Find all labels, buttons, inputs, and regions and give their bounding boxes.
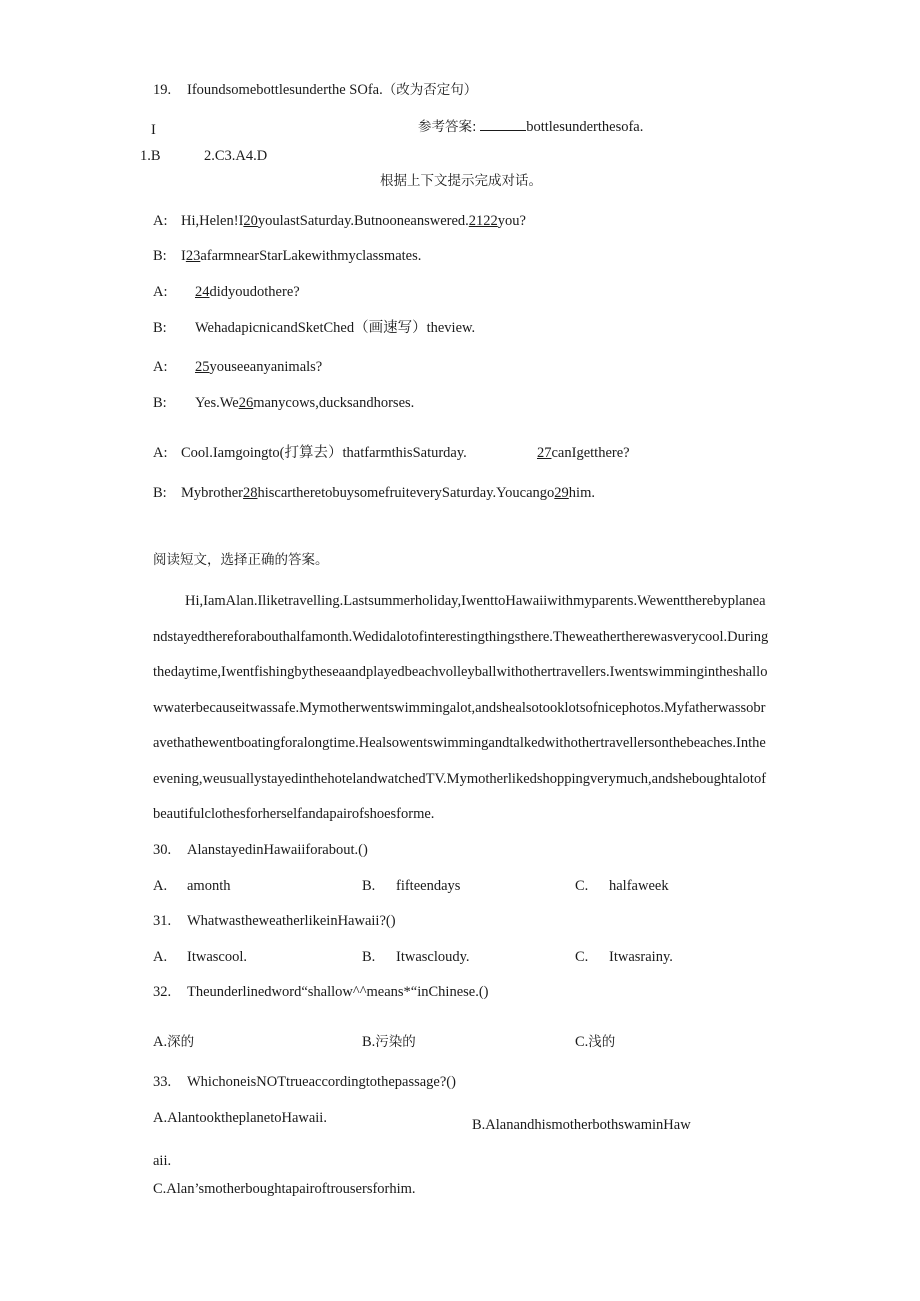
question-number: 19. [153,82,172,98]
question-31 [153,911,396,931]
option-b [362,1032,416,1052]
option-label: B. [362,1034,376,1050]
reference-answer-text: bottlesunderthesofa. [526,119,644,135]
question-32 [153,982,489,1002]
blank-number: 29 [554,485,569,501]
dialog-text: youlastSaturday.Butnooneanswered. [257,213,469,229]
question-number: 32. [153,984,172,1000]
option-label: A. [153,878,168,894]
blank-number: 28 [243,485,258,501]
option-b [362,876,460,896]
passage-text: Hi,IamAlan.Iliketravelling.Lastsummerholiday,IwenttoHawaiiwithmyparents.Wewenttherebyplaneandstayedthereforabouthalfamonth.Wedidalotofinterestingthingsthere.Theweathertherewasverycool.Duringthedaytime,Iwentfishingbytheseaandplayedbeachvolleyballwithothertravellers.Iwentswimmingintheshallowwaterbecauseitwassafe.Mymotherwentswimmingalot,andshealsotooklotsofnicephotos.Myfatherwassobravethathewentboatingforalongtime.Healsowentswimmingandtalkedwithothertravellersonthebeaches.Intheevening,weusuallystayedinthehotelandwatchedTV.Mymotherlikedshoppingverymuch,andsheboughtalotofbeautifulclothesforherselfandapairofshoesforme. [153,593,769,822]
dialog-text: I [181,248,186,264]
option-text: 污染的 [375,1034,416,1050]
answer-key-2: 2.C3.A4.D [204,148,268,164]
speaker-label: B: [153,485,167,501]
dialog-text: youseeanyanimals? [209,359,323,375]
question-text: AlanstayedinHawaiiforabout.() [187,842,368,858]
option-c [575,947,673,967]
speaker-label: A: [153,284,168,300]
dialog-title: 根据上下文提示完成对话。 [380,173,542,189]
blank-number: 24 [195,284,210,300]
speaker-label: B: [153,320,167,336]
option-label: A. [153,1034,168,1050]
dialog-text: Yes.We [195,395,239,411]
dialog-text: manycows,ducksandhorses. [253,395,415,411]
option-label: A. [153,1110,168,1126]
option-text: 深的 [167,1034,195,1050]
speaker-label: A: [153,445,168,461]
dialog-text: afarmnearStarLakewithmyclassmates. [200,248,422,264]
reference-answer [418,117,643,137]
option-label: B. [362,949,376,965]
question-30 [153,840,368,860]
dialog-line [153,357,322,377]
blank-number: 26 [238,395,254,411]
answer-line-start: I [151,122,156,138]
answer-blank [480,117,526,131]
question-text: Ifoundsomebottlesunderthe SOfa. [187,82,383,98]
option-a [153,1032,194,1052]
option-label: A. [153,949,168,965]
option-text: Itwasrainy. [609,949,673,965]
option-label: C. [153,1181,167,1197]
question-text: WhichoneisNOTtrueaccordingtothepassage?() [187,1074,456,1090]
blank-number: 23 [185,248,201,264]
reference-answer-label: 参考答案: [418,119,477,135]
dialog-line [153,246,421,266]
option-text: 浅的 [588,1034,616,1050]
dialog-line [153,483,595,503]
option-text: AlantooktheplanetoHawaii. [167,1110,327,1126]
option-b [153,1108,693,1179]
blank-number: 25 [195,359,210,375]
option-a [153,876,231,896]
speaker-label: A: [153,213,168,229]
option-label: B. [362,878,376,894]
question-33 [153,1072,456,1092]
dialog-text: Cool.Iamgoingto(打算去）thatfarmthisSaturday. [181,445,467,461]
dialog-line [153,393,414,413]
option-text: amonth [187,878,231,894]
option-label: C. [575,949,589,965]
question-19 [153,80,477,100]
option-b [362,947,470,967]
dialog-text: him. [568,485,595,501]
dialog-text: Mybrother [181,485,244,501]
speaker-label: B: [153,395,167,411]
dialog-text: canIgetthere? [551,445,630,461]
dialog-line [153,282,300,302]
dialog-text: you? [497,213,526,229]
option-label: C. [575,878,589,894]
dialog-text: hiscartheretobuysomefruiteverySaturday.Youcango [257,485,555,501]
reading-title: 阅读短文，选择正确的答案。 [153,552,329,568]
dialog-line [153,211,526,231]
speaker-label: A: [153,359,168,375]
answer-key-1: 1.B [140,148,161,164]
option-c [575,876,669,896]
speaker-label: B: [153,248,167,264]
option-c [153,1179,416,1199]
blank-number: 27 [537,445,552,461]
dialog-text: didyoudothere? [209,284,300,300]
option-text: halfaweek [609,878,669,894]
dialog-line [153,443,467,463]
option-c [575,1032,615,1052]
question-number: 33. [153,1074,172,1090]
dialog-text: Hi,Helen!I [181,213,244,229]
reading-passage [153,584,769,833]
option-label: C. [575,1034,589,1050]
option-text: AlanandhismotherbothswaminHawaii. [153,1117,691,1169]
option-text: Itwascool. [187,949,247,965]
question-number: 31. [153,913,172,929]
dialog-text: WehadapicnicandSketChed（画速写）theview. [195,320,476,336]
blank-number: 2122 [468,213,498,229]
option-label: B. [472,1117,486,1133]
option-text: Itwascloudy. [396,949,470,965]
question-text: Theunderlinedword“shallow^^means*“inChinese.() [187,984,489,1000]
option-text: Alan’smotherboughtapairoftrousersforhim. [166,1181,416,1197]
dialog-line [153,318,475,338]
question-number: 30. [153,842,172,858]
option-text: fifteendays [396,878,461,894]
question-text: WhatwastheweatherlikeinHawaii?() [187,913,396,929]
question-instruction: （改为否定句） [382,82,478,98]
option-a [153,947,247,967]
blank-number: 20 [243,213,258,229]
dialog-line-tail [537,443,630,463]
